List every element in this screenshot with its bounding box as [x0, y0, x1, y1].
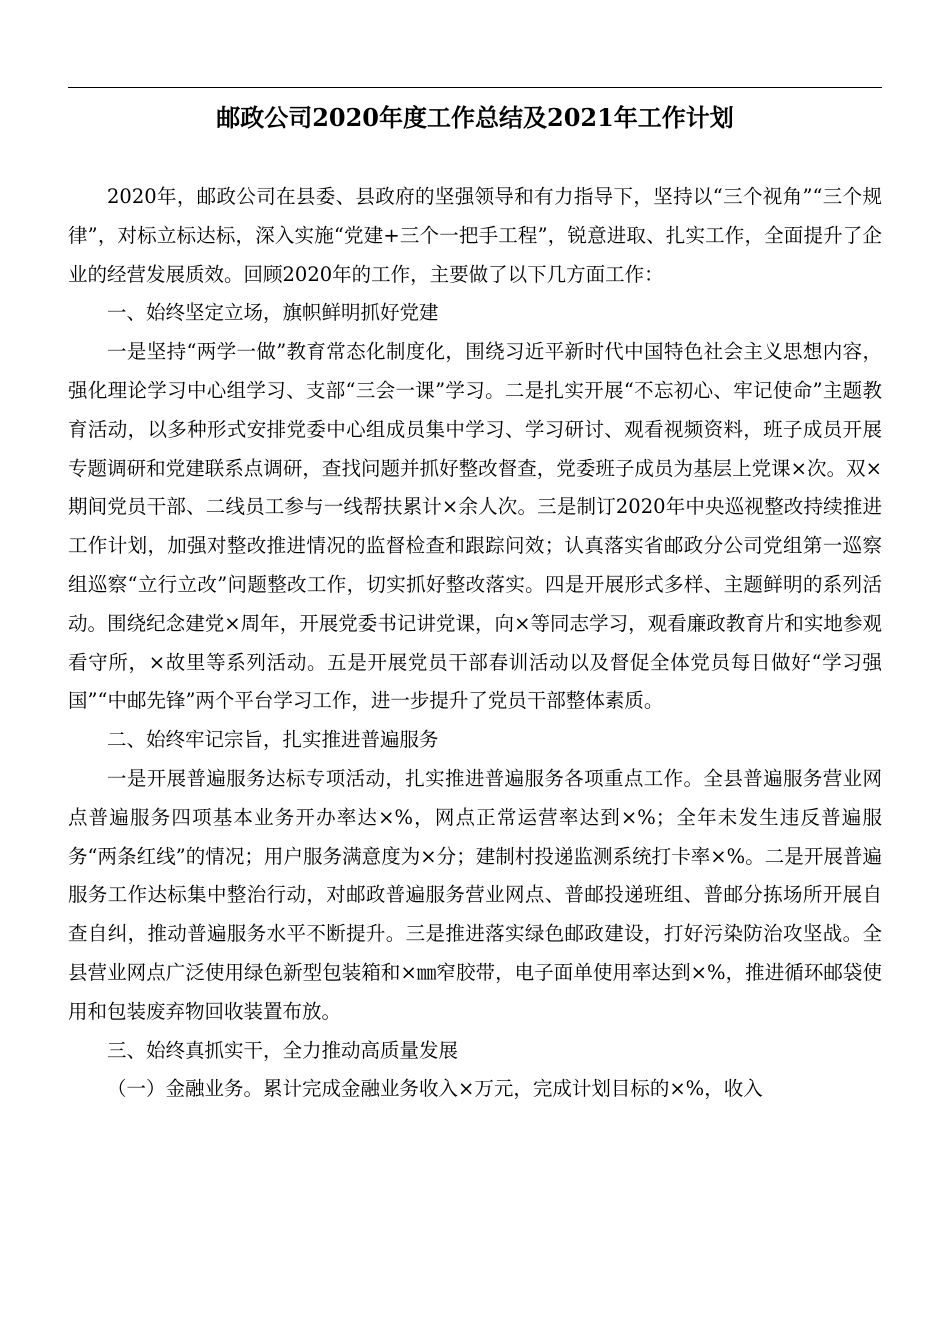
document-title: 邮政公司2020年度工作总结及2021年工作计划	[216, 103, 734, 132]
header-rule	[68, 87, 882, 88]
section-1-paragraph: 一是坚持“两学一做”教育常态化制度化，围绕习近平新时代中国特色社会主义思想内容，强化理论学习中心组学习、支部“三会一课”学习。二是扎实开展“不忘初心、牢记使命”主题教育活动，以多种形式安排党委中心组成员集中学习、学习研讨、观看视频资料，班子成员开展专题调研和党建联系点调研，查找问题并抓好整改督查，党委班子成员为基层上党课×次。双×期间党员干部、二线员工参与一线帮扶累计×余人次。三是制订2020年中央巡视整改持续推进工作计划，加强对整改推进情况的监督检查和跟踪问效；认真落实省邮政分公司党组第一巡察组巡察“立行立改”问题整改工作，切实抓好整改落实。四是开展形式多样、主题鲜明的系列活动。围绕纪念建党×周年，开展党委书记讲党课，向×等同志学习，观看廉政教育片和实地参观看守所，×故里等系列活动。五是开展党员干部春训活动以及督促全体党员每日做好“学习强国”“中邮先锋”两个平台学习工作，进一步提升了党员干部整体素质。	[68, 340, 882, 713]
document-body	[68, 178, 882, 1109]
section-2-heading: 二、始终牢记宗旨，扎实推进普遍服务	[107, 728, 439, 752]
section-1-heading: 一、始终坚定立场，旗帜鲜明抓好党建	[107, 301, 439, 325]
section-2-paragraph: 一是开展普遍服务达标专项活动，扎实推进普遍服务各项重点工作。全县普遍服务营业网点普遍服务四项基本业务开办率达×%，网点正常运营率达到×%；全年未发生违反普遍服务“两条红线”的情况；用户服务满意度为×分；建制村投递监测系统打卡率×%。二是开展普遍服务工作达标集中整治行动，对邮政普遍服务营业网点、普邮投递班组、普邮分拣场所开展自查自纠，推动普遍服务水平不断提升。三是推进落实绿色邮政建设，打好污染防治攻坚战。全县营业网点广泛使用绿色新型包装箱和×㎜窄胶带，电子面单使用率达到×%，推进循环邮袋使用和包装废弃物回收装置布放。	[68, 766, 882, 1023]
section-3-paragraph: （一）金融业务。累计完成金融业务收入×万元，完成计划目标的×%，收入	[107, 1077, 763, 1101]
intro-paragraph: 2020年，邮政公司在县委、县政府的坚强领导和有力指导下，坚持以“三个视角”“三个规律”，对标立标达标，深入实施“党建+三个一把手工程”，锐意进取、扎实工作，全面提升了企业的经营发展质效。回顾2020年的工作，主要做了以下几方面工作：	[68, 185, 882, 286]
section-3-heading: 三、始终真抓实干，全力推动高质量发展	[107, 1038, 459, 1062]
